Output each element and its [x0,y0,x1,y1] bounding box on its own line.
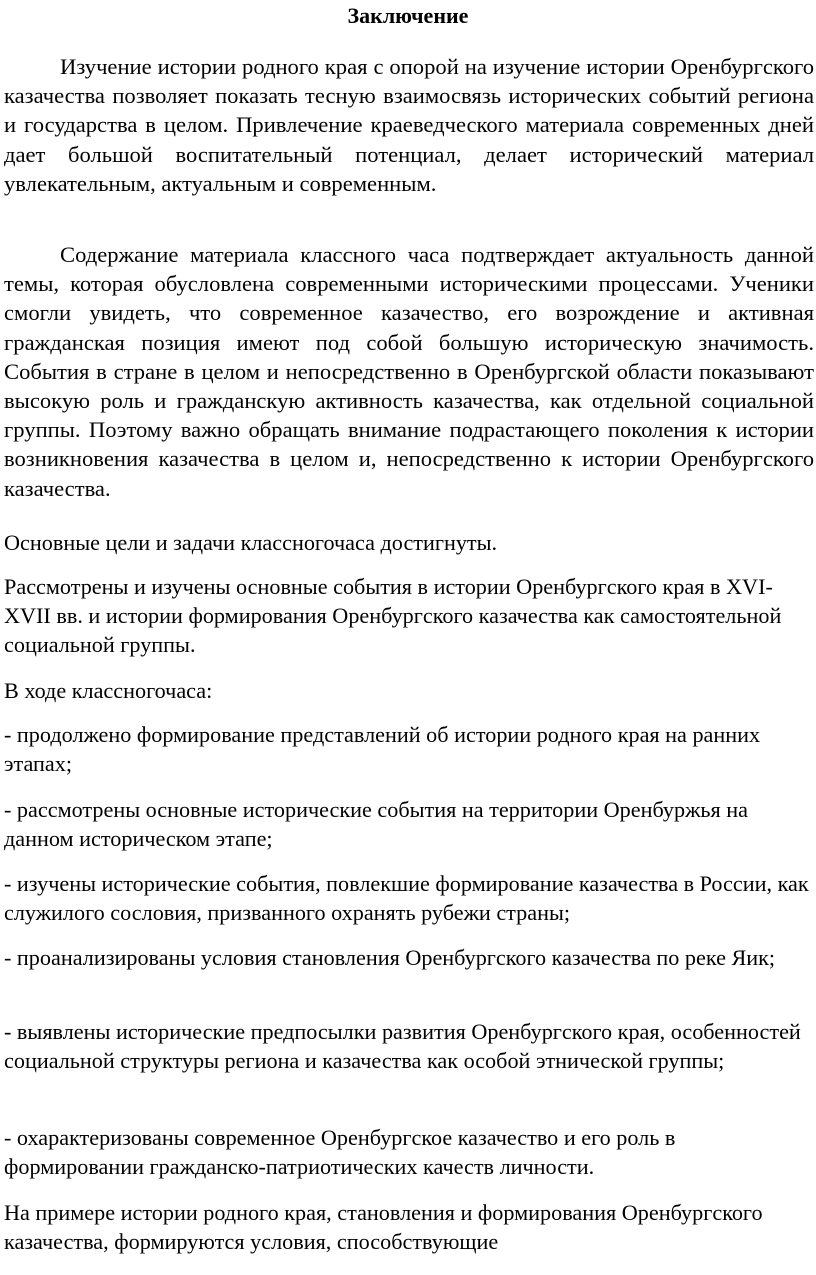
paragraph-events: Рассмотрены и изучены основные события в истории Оренбургского края в XVI-XVII вв. и истории формирования Оренбургского казачества как самостоятельной социальной группы. [4,574,782,657]
page-title: Заключение [347,3,469,28]
paragraph-list-intro: В ходе классногочаса: [4,678,213,703]
list-item: - изучены исторические события, повлекшие формирование казачества в России, как служилого сословия, призванного охранять рубежи страны; [4,871,809,925]
paragraph-content-text: Содержание материала классного часа подтверждает актуальность данной темы, которая обусловлена современными историческими процессами. Ученики смогли увидеть, что современное казачество, его возрождение и активная гражданская позиция имеют под собой большую историческую значимость. События в стране в целом и непосредственно в Оренбургской области показывают высокую роль и гражданскую активность казачества, как отдельной социальной группы. Поэтому важно обращать внимание подрастающего поколения к истории возникновения казачества в целом и, непосредственно к истории Оренбургского казачества. [4,242,814,501]
paragraph-content [4,240,814,503]
paragraph-intro [4,52,814,198]
list-item: - выявлены исторические предпосылки развития Оренбургского края, особенностей социальной структуры региона и казачества как особой этнической группы; [4,1019,801,1073]
list-item: - охарактеризованы современное Оренбургское казачество и его роль в формировании гражданско-патриотических качеств личности. [4,1125,676,1179]
list-item: - проанализированы условия становления Оренбургского казачества по реке Яик; [4,945,776,970]
paragraph-intro-text: Изучение истории родного края с опорой на изучение истории Оренбургского казачества позволяет показать тесную взаимосвязь исторических событий региона и государства в целом. Привлечение краеведческого материала современных дней дает большой воспитательный потенциал, делает исторический материал увлекательным, актуальным и современным. [4,54,814,196]
paragraph-closing: На примере истории родного края, становления и формирования Оренбургского казачества, формируются условия, способствующие [4,1200,763,1254]
list-item: - продолжено формирование представлений об истории родного края на ранних этапах; [4,722,761,776]
paragraph-goals: Основные цели и задачи классногочаса достигнуты. [4,530,498,555]
list-item: - рассмотрены основные исторические события на территории Оренбуржья на данном историческом этапе; [4,797,749,851]
